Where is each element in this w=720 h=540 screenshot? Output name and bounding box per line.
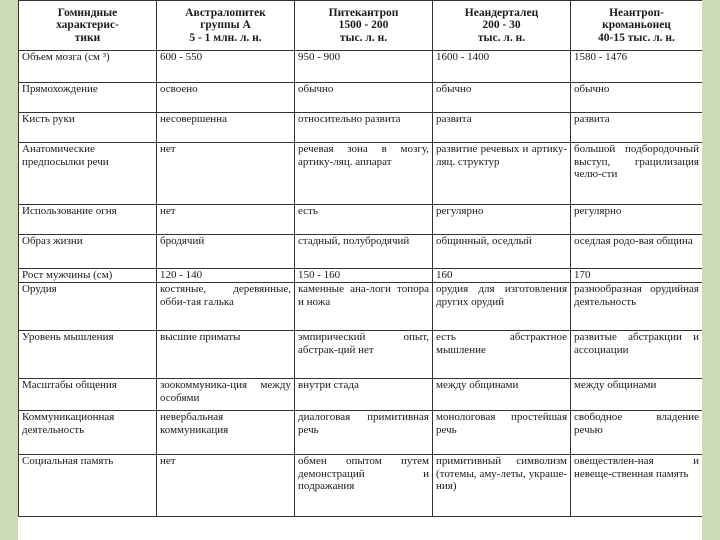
column-header-line: тыс. л. н. <box>477 31 526 44</box>
row-label: Орудия <box>19 283 157 331</box>
table-cell: нет <box>157 205 295 235</box>
table-row <box>19 411 703 455</box>
column-header-line: Питекантроп <box>328 6 399 19</box>
row-label: Уровень мышления <box>19 331 157 379</box>
table-row <box>19 113 703 143</box>
table-cell: 600 - 550 <box>157 51 295 83</box>
slide <box>18 0 702 540</box>
table-cell: 950 - 900 <box>295 51 433 83</box>
column-header <box>157 1 295 51</box>
column-header-line: Неандерталец <box>464 6 539 19</box>
table-row <box>19 83 703 113</box>
table-cell: 150 - 160 <box>295 269 433 283</box>
table-cell: развита <box>571 113 703 143</box>
table-cell: стадный, полубродячий <box>295 235 433 269</box>
table-cell: монологовая простейшая речь <box>433 411 571 455</box>
column-header-line: тики <box>74 31 101 44</box>
table-cell: высшие приматы <box>157 331 295 379</box>
column-header-line: 200 - 30 <box>482 19 521 32</box>
table-cell: есть <box>295 205 433 235</box>
column-header <box>433 1 571 51</box>
table-cell: 160 <box>433 269 571 283</box>
table-cell: есть абстрактное мышление <box>433 331 571 379</box>
column-header-line: тыс. л. н. <box>339 31 388 44</box>
table-row <box>19 51 703 83</box>
table-cell: орудия для изготовления других орудий <box>433 283 571 331</box>
table-cell: несовершенна <box>157 113 295 143</box>
column-header-line: Австралопитек <box>185 6 266 19</box>
table-row <box>19 235 703 269</box>
table-cell: каменные ана-логи топора и ножа <box>295 283 433 331</box>
column-header <box>571 1 703 51</box>
table-cell: относительно развита <box>295 113 433 143</box>
table-cell: развита <box>433 113 571 143</box>
table-cell: оседлая родо-вая община <box>571 235 703 269</box>
table-cell: обмен опытом путем демонстраций и подражания <box>295 455 433 517</box>
table-cell: развитые абстракции и ассоциации <box>571 331 703 379</box>
table-cell: обычно <box>433 83 571 113</box>
table-cell: примитивный символизм (тотемы, аму-леты, украше-ния) <box>433 455 571 517</box>
table-cell: нет <box>157 143 295 205</box>
table-row <box>19 455 703 517</box>
row-label: Рост мужчины (см) <box>19 269 157 283</box>
table-cell: свободное владение речью <box>571 411 703 455</box>
table-cell: 170 <box>571 269 703 283</box>
column-header-line: кроманьонец <box>602 19 671 32</box>
column-header-line: характерис- <box>56 19 119 32</box>
column-header-line: 40-15 тыс. л. н. <box>598 31 675 44</box>
column-header-line: 1500 - 200 <box>338 19 389 32</box>
row-label: Масштабы общения <box>19 379 157 411</box>
hominid-comparison-table <box>18 0 702 517</box>
table-cell: костяные, деревянные, обби-тая галька <box>157 283 295 331</box>
column-header-line: Неантроп- <box>609 6 664 19</box>
table-cell: невербальная коммуникация <box>157 411 295 455</box>
table-row <box>19 269 703 283</box>
table-cell: диалоговая примитивная речь <box>295 411 433 455</box>
table-cell: развитие речевых и артику-ляц. структур <box>433 143 571 205</box>
table-cell: бродячий <box>157 235 295 269</box>
header-row <box>19 1 703 51</box>
table-row <box>19 331 703 379</box>
row-label: Прямохождение <box>19 83 157 113</box>
table-cell: овеществлен-ная и невеще-ственная память <box>571 455 703 517</box>
column-header-line: Гоминдные <box>57 6 118 19</box>
table-cell: эмпирический опыт, абстрак-ций нет <box>295 331 433 379</box>
table-cell: 1580 - 1476 <box>571 51 703 83</box>
row-label: Социальная память <box>19 455 157 517</box>
column-header <box>295 1 433 51</box>
table-row <box>19 205 703 235</box>
table-cell: зоокоммуника-ция между особями <box>157 379 295 411</box>
table-cell: между общинами <box>433 379 571 411</box>
table-cell: большой подбородочный выступ, грацилизация челю-сти <box>571 143 703 205</box>
column-header-line: 5 - 1 млн. л. н. <box>189 31 262 44</box>
row-label: Образ жизни <box>19 235 157 269</box>
table-cell: 120 - 140 <box>157 269 295 283</box>
table-row <box>19 379 703 411</box>
row-label: Использование огня <box>19 205 157 235</box>
table-cell: регулярно <box>571 205 703 235</box>
table-row <box>19 143 703 205</box>
table-cell: общинный, оседлый <box>433 235 571 269</box>
table-cell: освоено <box>157 83 295 113</box>
row-label: Коммуникационная деятельность <box>19 411 157 455</box>
table-cell: между общинами <box>571 379 703 411</box>
table-cell: регулярно <box>433 205 571 235</box>
table-cell: обычно <box>571 83 703 113</box>
table-cell: обычно <box>295 83 433 113</box>
table-cell: нет <box>157 455 295 517</box>
table-cell: речевая зона в мозгу, артику-ляц. аппарат <box>295 143 433 205</box>
row-label: Объем мозга (см ³) <box>19 51 157 83</box>
table-cell: внутри стада <box>295 379 433 411</box>
table-cell: разнообразная орудийная деятельность <box>571 283 703 331</box>
column-header <box>19 1 157 51</box>
row-label: Кисть руки <box>19 113 157 143</box>
column-header-line: группы А <box>200 19 251 32</box>
row-label: Анатомические предпосылки речи <box>19 143 157 205</box>
table-cell: 1600 - 1400 <box>433 51 571 83</box>
table-row <box>19 283 703 331</box>
